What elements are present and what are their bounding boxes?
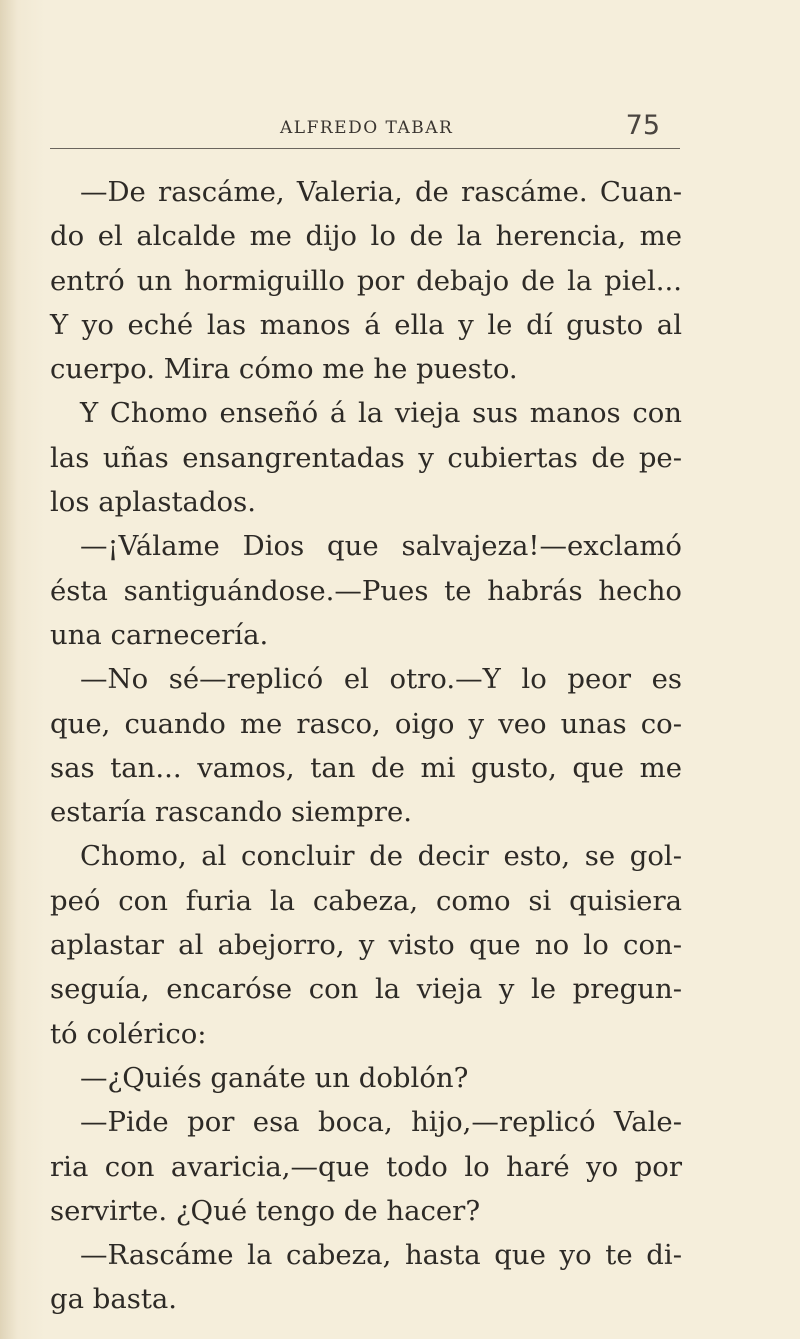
text-line: entró un hormiguillo por debajo de la piel... [50,264,682,297]
text-line: —No sé—replicó el otro.—Y lo peor es [80,663,682,696]
text-line: servirte. ¿Qué tengo de hacer? [50,1194,481,1227]
body-text [50,170,682,1322]
text-line: —¿Quiés ganáte un doblón? [80,1061,469,1094]
text-line: Y Chomo enseñó á la vieja sus manos con [80,397,682,430]
text-line: ga basta. [50,1283,178,1316]
text-line: una carnecería. [50,618,269,651]
text-line: ria con avaricia,—que todo lo haré yo por [50,1150,682,1183]
text-line: —De rascáme, Valeria, de rascáme. Cuan- [80,176,682,208]
text-line: sas tan... vamos, tan de mi gusto, que me [50,751,682,784]
text-line: —¡Válame Dios que salvajeza!—exclamó [80,530,682,563]
text-line: peó con furia la cabeza, como si quisiera [50,884,682,917]
text-line: aplastar al abejorro, y visto que no lo con- [50,929,682,962]
page-header [50,108,680,148]
header-rule [50,148,680,149]
text-line: las uñas ensangrentadas y cubiertas de pe- [50,441,682,474]
text-line: los aplastados. [50,486,256,519]
text-line: estaría rascando siempre. [50,796,412,829]
running-head: ALFREDO TABAR [280,118,454,138]
text-line: cuerpo. Mira cómo me he puesto. [50,353,518,386]
text-line: —Rascáme la cabeza, hasta que yo te di- [80,1239,682,1272]
text-line: seguía, encaróse con la vieja y le pregun- [50,973,682,1006]
text-line: do el alcalde me dijo lo de la herencia, me [50,220,682,253]
page-number: 75 [625,110,660,141]
text-line: —Pide por esa boca, hijo,—replicó Vale- [80,1106,682,1139]
text-line: ésta santiguándose.—Pues te habrás hecho [50,574,682,607]
text-line: tó colérico: [50,1017,207,1050]
text-line: Chomo, al concluir de decir esto, se gol- [80,840,682,873]
text-line: Y yo eché las manos á ella y le dí gusto al [50,308,682,341]
text-line: que, cuando me rasco, oigo y veo unas co- [50,707,682,740]
